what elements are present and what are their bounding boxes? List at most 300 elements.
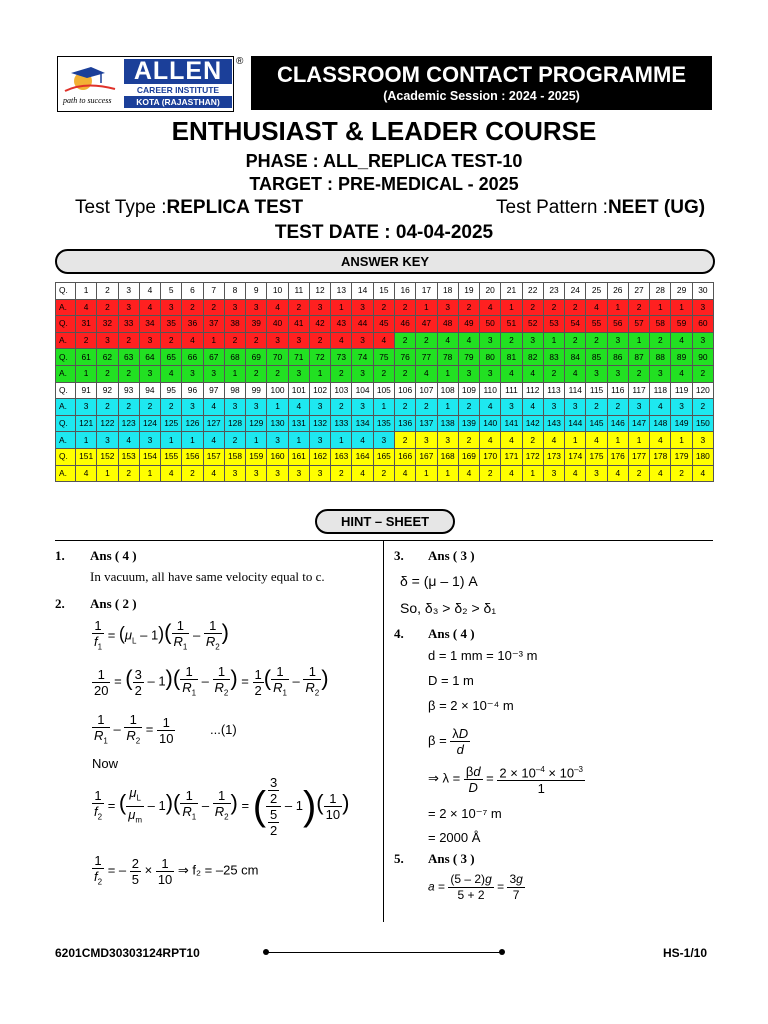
answer-cell: 2 — [394, 399, 415, 416]
question-number-cell: 147 — [628, 415, 649, 432]
brand-name: ALLEN — [124, 59, 232, 84]
question-number-cell: 27 — [628, 283, 649, 300]
question-number-cell: 92 — [97, 382, 118, 399]
question-number-cell: 13 — [331, 283, 352, 300]
answer-cell: 2 — [246, 365, 267, 382]
answer-cell: 4 — [480, 432, 501, 449]
question-number-cell: 151 — [76, 448, 97, 465]
question-number-cell: 74 — [352, 349, 373, 366]
answer-cell: 4 — [352, 432, 373, 449]
question-number-cell: 40 — [267, 316, 288, 333]
q1-number: 1. — [55, 548, 65, 563]
question-number-cell: 127 — [203, 415, 224, 432]
row-label: A. — [56, 332, 76, 349]
question-number-cell: 18 — [437, 283, 458, 300]
test-pattern-value: NEET (UG) — [607, 197, 706, 218]
answer-cell: 2 — [97, 299, 118, 316]
question-number-cell: 161 — [288, 448, 309, 465]
q2-medium-eq: $\frac{1}{f_2}$ = ( $\frac{\mu_L}{\mu_m}$ – 1)( $\frac{1}{R_1}$ – $\frac{1}{R_2}$ ) = ( $\frac{\frac{3}{2}}{\frac{5}{2}}$ – 1)( $\frac{1}{10}$ ) — [94, 775, 350, 838]
answer-cell: 4 — [139, 299, 160, 316]
answer-cell: 4 — [501, 365, 522, 382]
question-number-cell: 177 — [628, 448, 649, 465]
answer-cell: 3 — [352, 332, 373, 349]
q2-now: Now — [92, 756, 119, 771]
question-row — [56, 415, 714, 432]
question-number-cell: 131 — [288, 415, 309, 432]
q3-answer: Ans ( 3 ) — [428, 548, 475, 563]
answer-cell: 4 — [671, 365, 692, 382]
question-number-cell: 86 — [607, 349, 628, 366]
answer-cell: 4 — [203, 465, 224, 482]
question-number-cell: 82 — [522, 349, 543, 366]
question-number-cell: 105 — [373, 382, 394, 399]
answer-cell: 2 — [607, 399, 628, 416]
answer-cell: 4 — [76, 299, 97, 316]
question-number-cell: 164 — [352, 448, 373, 465]
answer-cell: 2 — [543, 299, 564, 316]
question-number-cell: 80 — [480, 349, 501, 366]
question-number-cell: 107 — [416, 382, 437, 399]
test-pattern-label: Test Pattern : — [496, 197, 608, 218]
answer-cell: 3 — [76, 399, 97, 416]
question-row — [56, 382, 714, 399]
answer-cell: 4 — [650, 465, 671, 482]
question-number-cell: 36 — [182, 316, 203, 333]
answer-cell: 1 — [543, 332, 564, 349]
question-number-cell: 152 — [97, 448, 118, 465]
question-number-cell: 32 — [97, 316, 118, 333]
answer-cell: 2 — [182, 465, 203, 482]
question-number-cell: 163 — [331, 448, 352, 465]
answer-cell: 1 — [671, 432, 692, 449]
q2-substitution: $\frac{1}{20}$ = ( $\frac{3}{2}$ – 1)( $\frac{1}{R_1}$ – $\frac{1}{R_2}$ ) = $\frac{1}{2}$ ( $\frac{1}{R_1}$ – $\frac{1}{R_2}$ ) — [94, 664, 329, 698]
question-number-cell: 108 — [437, 382, 458, 399]
question-number-cell: 56 — [607, 316, 628, 333]
question-number-cell: 166 — [394, 448, 415, 465]
answer-cell: 2 — [309, 332, 330, 349]
answer-cell: 3 — [224, 465, 245, 482]
answer-cell: 2 — [628, 365, 649, 382]
answer-cell: 3 — [586, 365, 607, 382]
institute-name: CAREER INSTITUTE — [136, 85, 220, 95]
answer-row — [56, 465, 714, 482]
answer-cell: 3 — [692, 432, 713, 449]
tagline: path to success — [63, 96, 112, 105]
question-number-cell: 21 — [501, 283, 522, 300]
answer-cell: 3 — [501, 399, 522, 416]
answer-cell: 3 — [628, 399, 649, 416]
phase-line: PHASE : ALL_REPLICA TEST-10 — [245, 151, 523, 171]
question-number-cell: 128 — [224, 415, 245, 432]
question-number-cell: 61 — [76, 349, 97, 366]
answer-cell: 3 — [543, 399, 564, 416]
question-number-cell: 133 — [331, 415, 352, 432]
answer-cell: 4 — [692, 465, 713, 482]
answer-cell: 2 — [586, 332, 607, 349]
divider — [55, 540, 713, 541]
answer-cell: 3 — [522, 332, 543, 349]
question-number-cell: 118 — [650, 382, 671, 399]
answer-cell: 3 — [139, 432, 160, 449]
question-number-cell: 23 — [543, 283, 564, 300]
q2-answer: Ans ( 2 ) — [90, 596, 137, 611]
question-number-cell: 103 — [331, 382, 352, 399]
question-number-cell: 162 — [309, 448, 330, 465]
question-number-cell: 85 — [586, 349, 607, 366]
question-number-cell: 42 — [309, 316, 330, 333]
answer-cell: 3 — [246, 299, 267, 316]
question-number-cell: 158 — [224, 448, 245, 465]
q2-result: ⇒ f₂ = –25 cm — [177, 862, 259, 878]
q4-slit-distance: d = 1 mm = 10⁻³ m — [428, 648, 538, 663]
question-number-cell: 126 — [182, 415, 203, 432]
question-number-cell: 154 — [139, 448, 160, 465]
q2-number: 2. — [55, 596, 65, 611]
answer-cell: 1 — [224, 365, 245, 382]
answer-cell: 3 — [352, 365, 373, 382]
question-number-cell: 115 — [586, 382, 607, 399]
q3-number: 3. — [394, 548, 404, 563]
question-number-cell: 4 — [139, 283, 160, 300]
question-number-cell: 178 — [650, 448, 671, 465]
registered-mark: ® — [236, 56, 244, 67]
answer-cell: 3 — [161, 299, 182, 316]
q3-deviation-formula: δ = (μ – 1) A — [400, 573, 478, 589]
answer-cell: 3 — [671, 399, 692, 416]
question-number-cell: 134 — [352, 415, 373, 432]
answer-cell: 1 — [501, 299, 522, 316]
question-number-cell: 33 — [118, 316, 139, 333]
q4-lambda-eq: ⇒ λ = $\frac{\beta d}{D}$ = $\frac{2 \times 10^{-4} \times 10^{-3}}{1}$ — [428, 763, 583, 797]
question-number-cell: 45 — [373, 316, 394, 333]
answer-cell: 3 — [309, 465, 330, 482]
question-number-cell: 49 — [458, 316, 479, 333]
question-number-cell: 157 — [203, 448, 224, 465]
question-number-cell: 179 — [671, 448, 692, 465]
question-number-cell: 102 — [309, 382, 330, 399]
q5-answer: Ans ( 3 ) — [428, 851, 475, 866]
q2-equation-ref: ...(1) — [210, 722, 237, 737]
question-number-cell: 65 — [161, 349, 182, 366]
answer-cell: 3 — [458, 365, 479, 382]
answer-cell: 3 — [607, 332, 628, 349]
question-number-cell: 94 — [139, 382, 160, 399]
answer-cell: 2 — [458, 299, 479, 316]
question-number-cell: 175 — [586, 448, 607, 465]
answer-cell: 3 — [586, 465, 607, 482]
answer-cell: 1 — [97, 465, 118, 482]
question-number-cell: 22 — [522, 283, 543, 300]
question-number-cell: 138 — [437, 415, 458, 432]
q4-number: 4. — [394, 626, 404, 641]
answer-cell: 1 — [671, 299, 692, 316]
answer-cell: 1 — [607, 299, 628, 316]
answer-cell: 3 — [607, 365, 628, 382]
answer-cell: 1 — [437, 399, 458, 416]
row-label: Q. — [56, 382, 76, 399]
question-number-cell: 35 — [161, 316, 182, 333]
answer-cell: 3 — [373, 432, 394, 449]
answer-cell: 2 — [97, 399, 118, 416]
question-number-cell: 169 — [458, 448, 479, 465]
answer-cell: 2 — [394, 332, 415, 349]
answer-cell: 2 — [394, 432, 415, 449]
target-line: TARGET : PRE-MEDICAL - 2025 — [249, 174, 519, 194]
answer-cell: 3 — [692, 299, 713, 316]
answer-cell: 2 — [543, 365, 564, 382]
course-title: ENTHUSIAST & LEADER COURSE — [171, 116, 597, 146]
question-number-cell: 51 — [501, 316, 522, 333]
question-number-cell: 123 — [118, 415, 139, 432]
question-number-cell: 172 — [522, 448, 543, 465]
answer-cell: 2 — [650, 332, 671, 349]
graduate-mascot-icon — [61, 61, 119, 95]
answer-cell: 2 — [267, 365, 288, 382]
question-number-cell: 145 — [586, 415, 607, 432]
answer-cell: 3 — [437, 299, 458, 316]
q4-fringe-width: β = 2 × 10⁻⁴ m — [428, 698, 514, 713]
question-number-cell: 165 — [373, 448, 394, 465]
answer-cell: 3 — [182, 365, 203, 382]
question-row — [56, 349, 714, 366]
question-number-cell: 69 — [246, 349, 267, 366]
question-number-cell: 95 — [161, 382, 182, 399]
question-number-cell: 64 — [139, 349, 160, 366]
question-number-cell: 139 — [458, 415, 479, 432]
answer-cell: 3 — [352, 299, 373, 316]
question-number-cell: 88 — [650, 349, 671, 366]
question-number-cell: 90 — [692, 349, 713, 366]
answer-cell: 4 — [161, 465, 182, 482]
question-number-cell: 129 — [246, 415, 267, 432]
answer-cell: 2 — [416, 332, 437, 349]
answer-cell: 1 — [437, 465, 458, 482]
question-number-cell: 67 — [203, 349, 224, 366]
question-number-cell: 124 — [139, 415, 160, 432]
question-number-cell: 73 — [331, 349, 352, 366]
q4-result-angstrom: = 2000 Å — [428, 830, 481, 845]
question-number-cell: 38 — [224, 316, 245, 333]
question-number-cell: 120 — [692, 382, 713, 399]
question-number-cell: 89 — [671, 349, 692, 366]
answer-cell: 3 — [267, 465, 288, 482]
answer-cell: 2 — [97, 365, 118, 382]
answer-cell: 3 — [182, 399, 203, 416]
question-number-cell: 130 — [267, 415, 288, 432]
answer-cell: 4 — [394, 465, 415, 482]
question-number-cell: 63 — [118, 349, 139, 366]
question-number-cell: 104 — [352, 382, 373, 399]
question-number-cell: 97 — [203, 382, 224, 399]
question-number-cell: 55 — [586, 316, 607, 333]
answer-cell: 3 — [224, 299, 245, 316]
question-number-cell: 16 — [394, 283, 415, 300]
question-number-cell: 173 — [543, 448, 564, 465]
answer-cell: 3 — [97, 332, 118, 349]
answer-cell: 3 — [246, 465, 267, 482]
footer-line — [266, 952, 502, 953]
answer-cell: 3 — [288, 365, 309, 382]
answer-cell: 4 — [182, 332, 203, 349]
question-number-cell: 146 — [607, 415, 628, 432]
question-number-cell: 54 — [565, 316, 586, 333]
answer-cell: 2 — [565, 332, 586, 349]
question-number-cell: 12 — [309, 283, 330, 300]
question-number-cell: 122 — [97, 415, 118, 432]
question-number-cell: 143 — [543, 415, 564, 432]
question-number-cell: 11 — [288, 283, 309, 300]
answer-cell: 4 — [522, 365, 543, 382]
test-type-value: REPLICA TEST — [166, 197, 304, 218]
answer-cell: 2 — [331, 465, 352, 482]
column-divider — [383, 540, 384, 922]
question-number-cell: 114 — [565, 382, 586, 399]
row-label: Q. — [56, 316, 76, 333]
question-number-cell: 77 — [416, 349, 437, 366]
answer-cell: 3 — [267, 432, 288, 449]
question-number-cell: 28 — [650, 283, 671, 300]
answer-cell: 2 — [288, 299, 309, 316]
question-number-cell: 15 — [373, 283, 394, 300]
q1-explanation: In vacuum, all have same velocity equal to c. — [90, 569, 325, 584]
question-number-cell: 44 — [352, 316, 373, 333]
answer-cell: 4 — [203, 399, 224, 416]
question-number-cell: 78 — [437, 349, 458, 366]
institute-location: KOTA (RAJASTHAN) — [124, 96, 232, 108]
test-type-label: Test Type : — [75, 197, 167, 218]
question-number-cell: 52 — [522, 316, 543, 333]
question-number-cell: 34 — [139, 316, 160, 333]
answer-cell: 1 — [522, 465, 543, 482]
q4-beta-formula: β = $\frac{\lambda D}{d}$ — [428, 726, 469, 757]
answer-cell: 4 — [650, 432, 671, 449]
answer-cell: 4 — [76, 465, 97, 482]
answer-cell: 2 — [76, 332, 97, 349]
question-number-cell: 110 — [480, 382, 501, 399]
answer-cell: 2 — [628, 465, 649, 482]
question-number-cell: 62 — [97, 349, 118, 366]
answer-cell: 4 — [501, 465, 522, 482]
question-number-cell: 81 — [501, 349, 522, 366]
answer-cell: 4 — [565, 365, 586, 382]
answer-cell: 4 — [437, 332, 458, 349]
question-number-cell: 76 — [394, 349, 415, 366]
question-number-cell: 5 — [161, 283, 182, 300]
answer-cell: 2 — [203, 299, 224, 316]
question-number-cell: 141 — [501, 415, 522, 432]
row-label: A. — [56, 365, 76, 382]
answer-cell: 1 — [309, 365, 330, 382]
question-number-cell: 1 — [76, 283, 97, 300]
question-number-cell: 84 — [565, 349, 586, 366]
answer-cell: 4 — [650, 399, 671, 416]
question-number-cell: 71 — [288, 349, 309, 366]
q2-lens-maker-eq: $\frac{1}{f_1}$ = $(\mu_L - 1)$( $\frac{1}{R_1}$ – $\frac{1}{R_2}$ ) — [94, 618, 229, 652]
answer-cell: 2 — [565, 299, 586, 316]
question-number-cell: 3 — [118, 283, 139, 300]
question-number-cell: 7 — [203, 283, 224, 300]
question-number-cell: 26 — [607, 283, 628, 300]
question-number-cell: 111 — [501, 382, 522, 399]
answer-cell: 1 — [416, 299, 437, 316]
question-number-cell: 83 — [543, 349, 564, 366]
answer-cell: 2 — [161, 332, 182, 349]
question-number-cell: 17 — [416, 283, 437, 300]
answer-cell: 3 — [203, 365, 224, 382]
row-label: A. — [56, 299, 76, 316]
answer-cell: 1 — [628, 432, 649, 449]
question-number-cell: 100 — [267, 382, 288, 399]
question-number-cell: 29 — [671, 283, 692, 300]
answer-cell: 2 — [373, 299, 394, 316]
programme-title: CLASSROOM CONTACT PROGRAMME — [276, 62, 687, 87]
answer-cell: 3 — [267, 332, 288, 349]
row-label: A. — [56, 465, 76, 482]
question-number-cell: 150 — [692, 415, 713, 432]
row-label: Q. — [56, 349, 76, 366]
answer-cell: 2 — [394, 365, 415, 382]
question-number-cell: 113 — [543, 382, 564, 399]
answer-cell: 2 — [394, 299, 415, 316]
answer-cell: 4 — [331, 332, 352, 349]
question-number-cell: 66 — [182, 349, 203, 366]
answer-cell: 1 — [161, 432, 182, 449]
answer-cell: 2 — [139, 399, 160, 416]
question-number-cell: 125 — [161, 415, 182, 432]
question-number-cell: 171 — [501, 448, 522, 465]
answer-cell: 1 — [76, 365, 97, 382]
question-number-cell: 160 — [267, 448, 288, 465]
answer-cell: 4 — [118, 432, 139, 449]
row-label: Q. — [56, 283, 76, 300]
answer-cell: 2 — [373, 365, 394, 382]
question-number-cell: 8 — [224, 283, 245, 300]
answer-cell: 3 — [118, 299, 139, 316]
question-number-cell: 57 — [628, 316, 649, 333]
answer-cell: 3 — [246, 399, 267, 416]
answer-cell: 3 — [437, 432, 458, 449]
answer-cell: 4 — [352, 465, 373, 482]
answer-cell: 4 — [586, 299, 607, 316]
question-number-cell: 58 — [650, 316, 671, 333]
answer-row — [56, 332, 714, 349]
answer-cell: 4 — [161, 365, 182, 382]
question-number-cell: 53 — [543, 316, 564, 333]
question-number-cell: 112 — [522, 382, 543, 399]
question-number-cell: 109 — [458, 382, 479, 399]
question-number-cell: 39 — [246, 316, 267, 333]
question-number-cell: 20 — [480, 283, 501, 300]
answer-cell: 1 — [416, 465, 437, 482]
answer-cell: 2 — [501, 332, 522, 349]
answer-cell: 2 — [692, 365, 713, 382]
question-number-cell: 176 — [607, 448, 628, 465]
answer-cell: 1 — [437, 365, 458, 382]
question-number-cell: 167 — [416, 448, 437, 465]
question-number-cell: 135 — [373, 415, 394, 432]
q4-answer: Ans ( 4 ) — [428, 626, 475, 641]
answer-row — [56, 299, 714, 316]
question-number-cell: 2 — [97, 283, 118, 300]
question-number-cell: 10 — [267, 283, 288, 300]
q3-comparison: So, δ₃ > δ₂ > δ₁ — [400, 600, 497, 616]
question-number-cell: 144 — [565, 415, 586, 432]
answer-cell: 1 — [288, 432, 309, 449]
question-number-cell: 41 — [288, 316, 309, 333]
answer-cell: 2 — [182, 299, 203, 316]
answer-cell: 3 — [650, 365, 671, 382]
q4-screen-distance: D = 1 m — [428, 673, 474, 688]
